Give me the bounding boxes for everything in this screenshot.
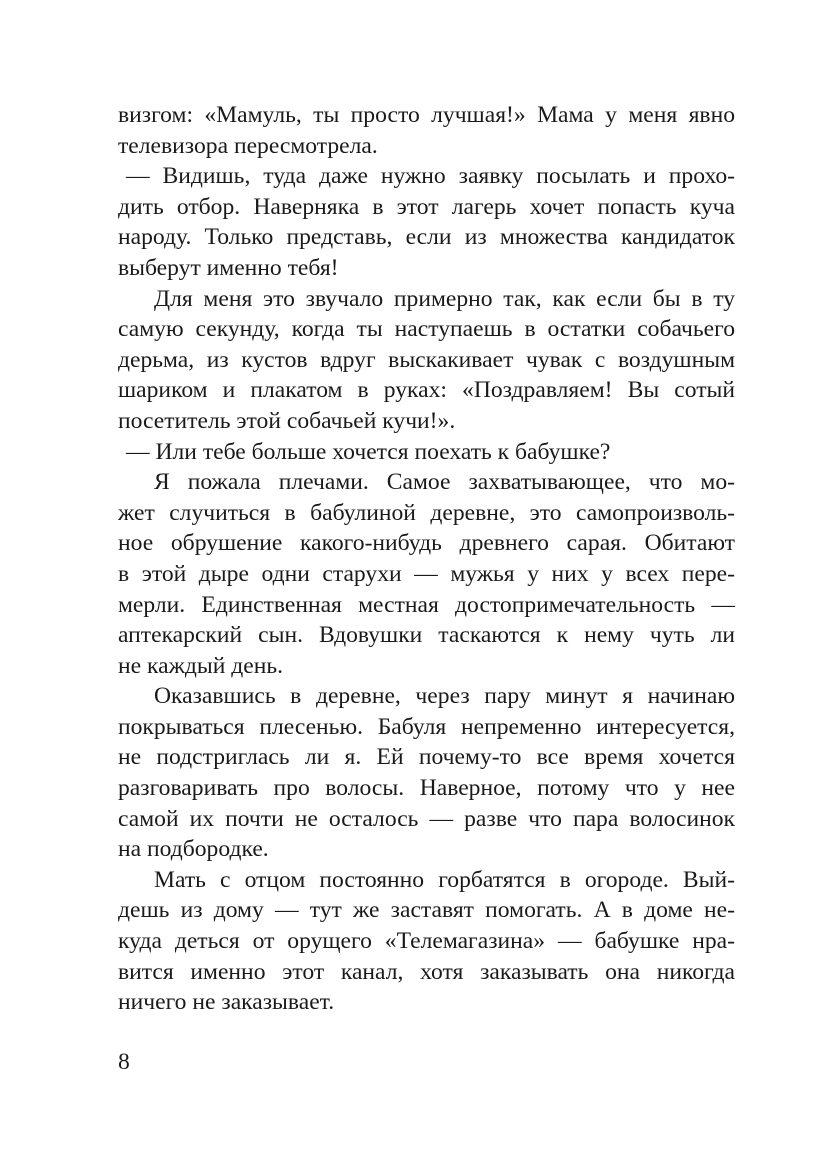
text-line: вится именно этот канал, хотя заказывать она никогда: [118, 958, 735, 985]
text-line: самую секунду, когда ты наступаешь в остатки собачьего: [118, 316, 735, 343]
text-line: разговаривать про волосы. Наверное, потому что у нее: [118, 775, 735, 802]
text-line: народу. Только представь, если из множества кандидаток: [118, 224, 735, 251]
paragraph-5: [118, 467, 735, 681]
text-line: покрываться плесенью. Бабуля непременно интересуется,: [118, 713, 735, 740]
text-line: мерли. Единственная местная достопримечательность —: [118, 591, 735, 618]
text-line: визгом: «Мамуль, ты просто лучшая!» Мама у меня явно: [118, 102, 735, 128]
paragraph-7: [118, 865, 735, 1018]
text-line: куда деться от орущего «Телемагазина» — бабушке нра-: [118, 928, 735, 955]
paragraph-1: [118, 100, 735, 161]
text-line: ное обрушение какого-нибудь древнего сарая. Обитают: [118, 530, 735, 557]
text-line: ничего не заказывает.: [118, 989, 335, 1016]
text-line: жет случиться в бабулиной деревне, это самопроизволь-: [118, 499, 735, 526]
text-line: Для меня это звучало примерно так, как если бы в ту: [154, 285, 735, 312]
paragraph-4: [118, 437, 735, 468]
text-line: на подбородке.: [118, 836, 269, 863]
text-line: не подстриглась ли я. Ей почему-то все время хочется: [118, 744, 735, 771]
text-line: телевизора пересмотрела.: [118, 132, 378, 159]
text-line: в этой дыре одни старухи — мужья у них у всех пере-: [118, 560, 735, 587]
text-line: Оказавшись в деревне, через пару минут я начинаю: [154, 683, 735, 710]
page-number: 8: [118, 1049, 130, 1075]
paragraph-2: [118, 161, 735, 283]
text-line: Мать с отцом постоянно горбатятся в огороде. Вый-: [154, 866, 735, 893]
text-line: выберут именно тебя!: [118, 254, 339, 281]
text-line: — Или тебе больше хочется поехать к бабушке?: [126, 438, 611, 465]
text-line: — Видишь, туда даже нужно заявку посылать и прохо-: [126, 163, 735, 190]
paragraph-6: [118, 681, 735, 865]
text-line: аптекарский сын. Вдовушки таскаются к нему чуть ли: [118, 622, 735, 649]
text-line: Я пожала плечами. Самое захватывающее, что мо-: [154, 469, 735, 496]
text-line: посетитель этой собачьей кучи!».: [118, 407, 456, 434]
text-line: самой их почти не осталось — разве что пара волосинок: [118, 805, 735, 832]
text-line: шариком и плакатом в руках: «Поздравляем! Вы сотый: [118, 377, 735, 404]
paragraph-3: [118, 284, 735, 437]
body-text: [118, 100, 735, 1018]
text-line: дерьма, из кустов вдруг выскакивает чувак с воздушным: [118, 346, 735, 373]
text-line: дить отбор. Наверняка в этот лагерь хочет попасть куча: [118, 193, 735, 220]
text-line: дешь из дому — тут же заставят помогать. А в доме не-: [118, 897, 735, 924]
text-line: не каждый день.: [118, 652, 284, 679]
